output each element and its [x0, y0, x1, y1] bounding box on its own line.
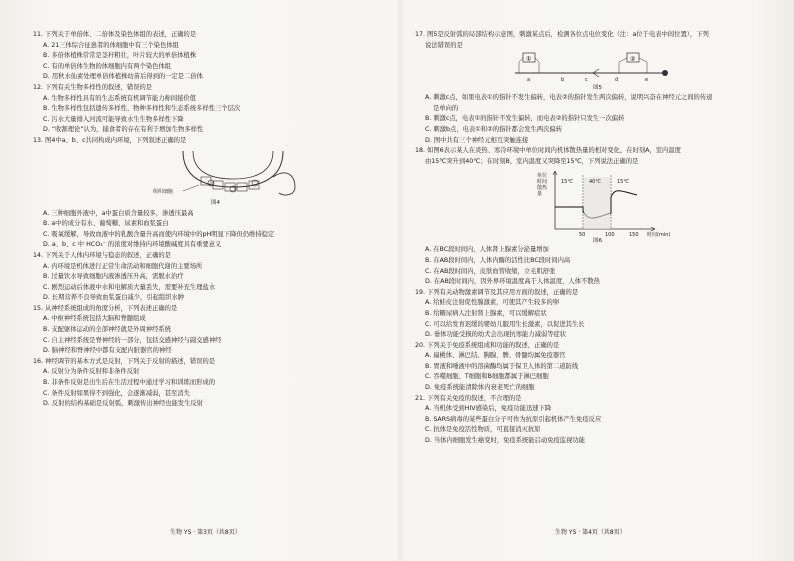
question-16: [33, 357, 398, 410]
option-a: A. 反射分为条件反射和非条件反射: [43, 368, 140, 376]
point-label-b: b: [561, 77, 565, 84]
question-stem: 14. 下列关于人体内环境与稳态的叙述，正确的是: [33, 251, 171, 259]
option-c: C. 自主神经系统是脊神经的一部分，包括交感神经与副交感神经: [43, 336, 222, 344]
question-11: [33, 30, 398, 83]
option-a: A. 21三体综合征患者的体细胞中有三个染色体组: [43, 41, 179, 49]
option-c: C. 有的单倍体生物的体细胞内有两个染色体组: [43, 62, 172, 70]
option-d: D. 长期营养不良导致血浆蛋白减少，引起组织水肿: [43, 294, 185, 302]
question-20: [415, 341, 780, 394]
option-b: B. 刺激c点，电表①的指针不发生偏转，而电表②的指针只发生一次偏转: [425, 115, 625, 123]
option-a: A. 在BC段时间内，人体肾上腺素分泌量增加: [425, 246, 549, 254]
option-d: D. “收割理论”认为，捕食者的存在有利于增加生物多样性: [43, 126, 204, 134]
question-14: [33, 251, 398, 304]
option-a: A. 当机体受到HIV感染后，免疫功能迅速下降: [425, 405, 552, 413]
question-stem: 12. 下列有关生物多样性的叙述，错误的是: [33, 83, 153, 91]
temp-label-2: 40℃: [589, 179, 601, 186]
option-a: A. 内环境是机体进行正常生命活动和细胞代谢的主要场所: [43, 262, 203, 270]
question-stem: 13. 图4中a、b、c共同构成内环境，下列叙述正确的是: [33, 136, 187, 144]
svg-text:②: ②: [630, 55, 636, 63]
question-15: [33, 304, 398, 357]
figure-6: [415, 167, 780, 245]
option-a: A. 生物多样性具有的生态系统有机调节能力称间接价值: [43, 94, 197, 102]
page-footer-left: 生物 YS · 第3页（共8页）: [170, 529, 241, 536]
option-a: A. 刺激c点，如果电表①的指针不发生偏转，电表②的指针发生两次偏转，说明兴奋在神经元之间的传递: [425, 94, 713, 102]
y-axis-label: 单位时间散热量: [537, 173, 548, 198]
option-a: A. 中枢神经系统包括大脑和脊髓组成: [43, 315, 146, 323]
point-label-e: e: [645, 77, 649, 84]
question-stem: 18. 如图6表示某人在炎热、寒冷环境中单位时间内机体散热量的相对变化，在时刻A，室内温度: [415, 147, 681, 155]
option-b: B. 给糖尿病人注射肾上腺素，可以缓解症状: [425, 309, 547, 317]
figure-4: [33, 147, 398, 209]
option-c: C. 刺激b点，电表①和②的指针都会发生两次偏转: [425, 125, 563, 133]
option-b: B. a中的成分有水、葡萄糖、尿素和血浆蛋白: [43, 220, 169, 228]
option-d: D. a、b、c 中 HCO₃⁻ 的浓度对维持内环境酸碱度具有重要意义: [43, 241, 222, 249]
question-stem: 11. 下列关于单倍体、二倍体及染色体组的表述，正确的是: [33, 31, 197, 38]
option-b: B. 多倍体植株常常是茎秆粗壮，叶片较大的单倍体植株: [43, 52, 197, 60]
figure-caption: 图5: [593, 85, 602, 92]
option-b: B. 在AB段时间内，人体内酶的活性比BC段时间内高: [425, 256, 571, 264]
question-19: [415, 288, 780, 341]
question-stem: 17. 图5是反射弧的局部结构示意图，刺激某点后，检测各位点电位变化（注：a位于电表中间位置），下列: [415, 31, 709, 38]
question-stem: 16. 神经调节的基本方式是反射，下列关于反射的描述，错误的是: [33, 357, 216, 365]
option-b: B. 支配躯体运动的全部神经就是外周神经系统: [43, 326, 171, 334]
question-21: [415, 394, 780, 447]
figure-5: [415, 51, 780, 93]
x-tick-50: 50: [579, 232, 586, 239]
temp-label-3: 15℃: [617, 179, 629, 186]
figure-cell-label: 组织细胞: [153, 188, 174, 195]
option-b: B. SARS病毒的某些蛋白分子可作为抗原引起机体产生免疫反应: [425, 415, 602, 423]
reflex-arc-diagram: [415, 51, 780, 85]
option-b: B. 生物多样性包括遗传多样性、物种多样性和生态系统多样性三个层次: [43, 105, 241, 113]
option-d: D. 在AB段时间内，因外界环境温度高于人体温度，人体不散热: [425, 278, 600, 286]
point-label-d: d: [615, 77, 619, 84]
option-b: B. 过量饮水导致细胞内液渗透压升高，需脱水治疗: [43, 273, 184, 281]
option-d: D. 反射的结构基础是反射弧，刺激传出神经也能发生反射: [43, 400, 203, 408]
option-c: C. 在AB段时间内，皮肤血管收缩，立毛肌舒张: [425, 267, 556, 275]
svg-text:①: ①: [526, 55, 532, 63]
x-tick-150: 150: [629, 232, 639, 239]
left-page-column: [33, 30, 398, 410]
question-12: [33, 83, 398, 136]
question-17: [415, 30, 780, 146]
option-b: B. 胃液和唾液中的溶菌酶均属于保卫人体的第二道防线: [425, 362, 579, 370]
option-d: D. 用秋水仙素处理单倍体植株幼苗后得到的一定是二倍体: [43, 73, 203, 81]
point-label-a: a: [527, 77, 531, 84]
option-a-continued: 是单向的: [433, 104, 459, 112]
option-d: D. 免疫系统能清除体内衰老死亡的细胞: [425, 384, 535, 392]
figure-caption: 图4: [211, 199, 220, 206]
option-d: D. 垂体功能受损的幼犬会出现抗寒能力减弱等症状: [425, 331, 567, 339]
option-a: A. 三种细胞外液中，a中蛋白质含量较多，渗透压最高: [43, 209, 194, 217]
figure-caption: 图6: [593, 238, 602, 245]
point-label-c: c: [585, 77, 588, 84]
option-c: C. 吞噬细胞、T细胞和B细胞都属于淋巴细胞: [425, 373, 549, 381]
x-axis-label: 时间(min): [647, 232, 671, 239]
option-a: A. 扁桃体、淋巴结、胸腺、脾、骨髓均属免疫器官: [425, 352, 566, 360]
capillary-tissue-diagram: [33, 147, 398, 199]
option-d: D. 图中共有三个神经元相互突触连接: [425, 136, 529, 144]
question-stem-continued: 说法错误的是: [425, 41, 463, 49]
option-c: C. 污水大量排入河流可能导致水生生物多样性下降: [43, 115, 184, 123]
question-stem: 20. 下列关于免疫系统组成和功能的叙述，正确的是: [415, 341, 560, 349]
question-stem: 19. 下列有关动物激素调节及其应用方面的叙述，正确的是: [415, 288, 579, 296]
x-tick-100: 100: [605, 232, 615, 239]
option-d: D. 当体内细胞发生癌变时，免疫系统能启动免疫监视功能: [425, 437, 585, 445]
option-d: D. 脑神经和脊神经中都有支配内脏器官的神经: [43, 347, 172, 355]
question-18: [415, 146, 780, 288]
page-footer-right: 生物 YS · 第4页（共8页）: [555, 529, 626, 536]
question-stem: 21. 下列有关免疫的叙述，不合理的是: [415, 394, 522, 402]
right-page-column: [415, 30, 780, 447]
option-a: A. 给蛙皮注射促性腺激素，可使其产生较多的卵: [425, 299, 560, 307]
question-13: [33, 136, 398, 251]
question-stem-continued: 由15℃突升到40℃；在时刻B，室内温度又突降至15℃，下列说法正确的是: [425, 157, 639, 165]
option-c: C. 剧烈运动后体液中水和电解质大量丢失，需要补充生理盐水: [43, 283, 216, 291]
option-c: C. 抗体是免疫活性物质，可直接消灭抗原: [425, 426, 541, 434]
option-c: C. 条件反射如果得不到强化，会逐渐减弱，甚至消失: [43, 389, 190, 397]
option-c: C. 可以给发育迟缓的婴幼儿服用生长激素，以促进其生长: [425, 320, 585, 328]
temp-label-1: 15℃: [561, 179, 573, 186]
option-c: C. 吸氧缓解，导致血液中的乳酸含量升高而使内环境中的pH明显下降但仍维持稳定: [43, 230, 275, 238]
question-stem: 15. 从神经系统组成的角度分析，下列表述正确的是: [33, 304, 178, 312]
option-b: B. 非条件反射是出生后在生活过程中通过学习和训练而形成的: [43, 379, 216, 387]
